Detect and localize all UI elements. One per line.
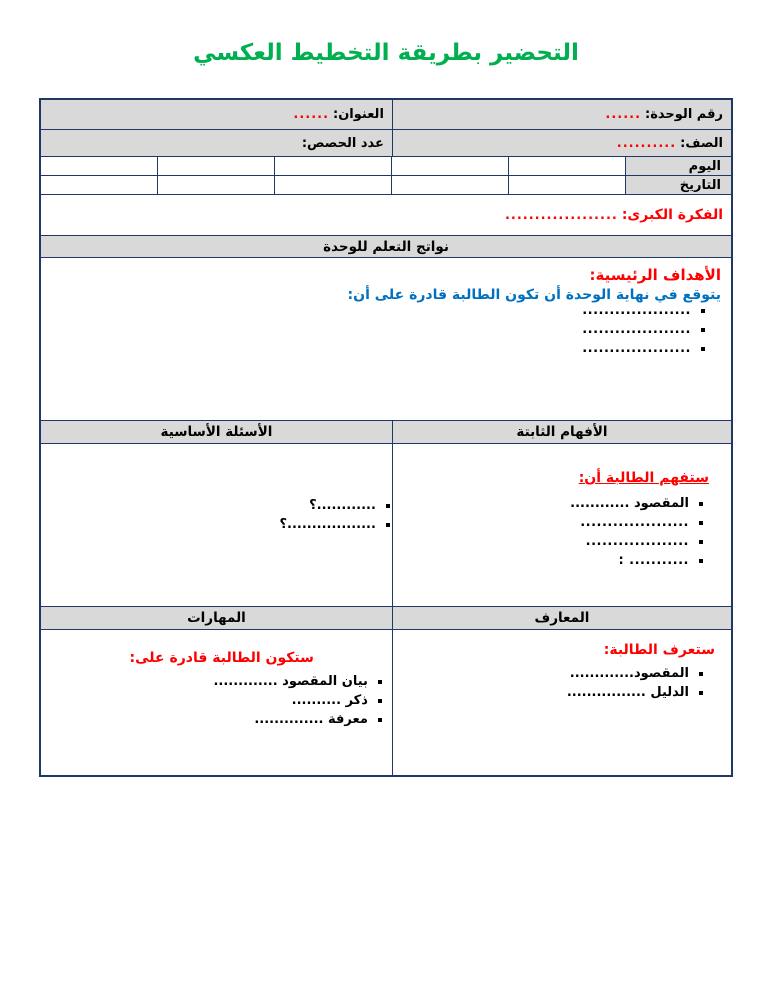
lessons-count-label: عدد الحصص: bbox=[301, 135, 384, 151]
understanding-bullet: ▪ ........... : bbox=[401, 553, 689, 568]
row-knowledge-skills bbox=[41, 629, 731, 775]
questions-header bbox=[41, 421, 393, 443]
grade-value: .......... bbox=[616, 135, 677, 151]
row-section-headers-1 bbox=[41, 420, 731, 443]
understanding-bullet: ▪ المقصود ............ bbox=[401, 496, 689, 511]
understandings-intro: ستفهم الطالبة أن: bbox=[578, 470, 709, 486]
date-slot-cell bbox=[158, 176, 275, 194]
row-day bbox=[41, 156, 731, 175]
day-label: اليوم bbox=[688, 158, 721, 174]
unit-number-value: ...... bbox=[605, 107, 642, 122]
date-slot-cell bbox=[509, 176, 626, 194]
day-label-cell bbox=[626, 157, 731, 175]
page-title: التحضير بطريقة التخطيط العكسي bbox=[193, 40, 579, 66]
understanding-bullet: ▪ .................... bbox=[401, 515, 689, 530]
skills-list bbox=[49, 674, 384, 727]
unit-title-label: العنوان: bbox=[333, 107, 384, 122]
goal-bullet: ▪ .................... bbox=[51, 322, 691, 337]
day-slot-cell bbox=[158, 157, 275, 175]
knowledge-cell bbox=[393, 630, 731, 775]
date-slot-cell bbox=[41, 176, 158, 194]
understanding-bullet: ▪ ................... bbox=[401, 534, 689, 549]
lessons-count-cell bbox=[41, 130, 393, 156]
row-outcomes-header bbox=[41, 235, 731, 257]
question-bullet: ▪ ............؟ bbox=[49, 498, 376, 513]
skill-bullet: ▪ ذكر .......... bbox=[49, 693, 368, 708]
goal-bullet: ▪ .................... bbox=[51, 303, 691, 318]
row-grade-count bbox=[41, 129, 731, 156]
outcomes-header bbox=[41, 236, 731, 257]
day-slot-cell bbox=[392, 157, 509, 175]
knowledge-list bbox=[401, 666, 719, 700]
outcomes-header-label: نواتج التعلم للوحدة bbox=[323, 238, 449, 255]
main-goals-label: الأهداف الرئيسية: bbox=[589, 266, 721, 284]
grade-label: الصف: bbox=[680, 135, 723, 151]
date-slot-cell bbox=[392, 176, 509, 194]
grade-cell bbox=[393, 130, 731, 156]
big-idea-cell bbox=[41, 195, 731, 235]
understandings-header bbox=[393, 421, 731, 443]
day-slot-cell bbox=[509, 157, 626, 175]
goals-list bbox=[51, 303, 721, 356]
big-idea-label: الفكرة الكبرى: bbox=[621, 207, 723, 223]
row-main-goals bbox=[41, 257, 731, 420]
knowledge-header-label: المعارف bbox=[534, 610, 590, 626]
knowledge-bullet: ▪ المقصود............. bbox=[401, 666, 689, 681]
questions-cell bbox=[41, 444, 393, 606]
knowledge-intro: ستعرف الطالبة: bbox=[603, 642, 715, 658]
row-section-headers-2 bbox=[41, 606, 731, 629]
skills-header bbox=[41, 607, 393, 629]
goal-bullet: ▪ .................... bbox=[51, 341, 691, 356]
main-goals-cell bbox=[41, 258, 731, 420]
row-unit-title bbox=[41, 100, 731, 129]
skills-header-label: المهارات bbox=[187, 610, 246, 626]
row-date bbox=[41, 175, 731, 194]
date-slot-cell bbox=[275, 176, 392, 194]
understandings-header-label: الأفهام الثابتة bbox=[516, 424, 608, 440]
expectation-text: يتوقع في نهاية الوحدة أن تكون الطالبة قادرة على أن: bbox=[347, 287, 721, 303]
date-label-cell bbox=[626, 176, 731, 194]
question-bullet: ▪ ..................؟ bbox=[49, 517, 376, 532]
lesson-plan-table bbox=[39, 98, 733, 777]
questions-header-label: الأسئلة الأساسية bbox=[160, 424, 273, 440]
unit-number-cell bbox=[393, 100, 731, 129]
understandings-list bbox=[401, 496, 719, 568]
day-slot-cell bbox=[41, 157, 158, 175]
understandings-cell bbox=[393, 444, 731, 606]
skills-intro: ستكون الطالبة قادرة على: bbox=[129, 650, 314, 666]
big-idea-value: ................... bbox=[504, 207, 618, 223]
skill-bullet: ▪ بيان المقصود ............. bbox=[49, 674, 368, 689]
row-big-idea bbox=[41, 194, 731, 235]
skill-bullet: ▪ معرفة .............. bbox=[49, 712, 368, 727]
day-slot-cell bbox=[275, 157, 392, 175]
knowledge-header bbox=[393, 607, 731, 629]
unit-title-cell bbox=[41, 100, 393, 129]
knowledge-bullet: ▪ الدليل ................ bbox=[401, 685, 689, 700]
unit-title-value: ...... bbox=[293, 107, 330, 122]
date-label: التاريخ bbox=[679, 177, 721, 193]
unit-number-label: رقم الوحدة: bbox=[645, 107, 723, 122]
questions-list bbox=[49, 498, 392, 532]
skills-cell bbox=[41, 630, 393, 775]
row-understandings-questions bbox=[41, 443, 731, 606]
